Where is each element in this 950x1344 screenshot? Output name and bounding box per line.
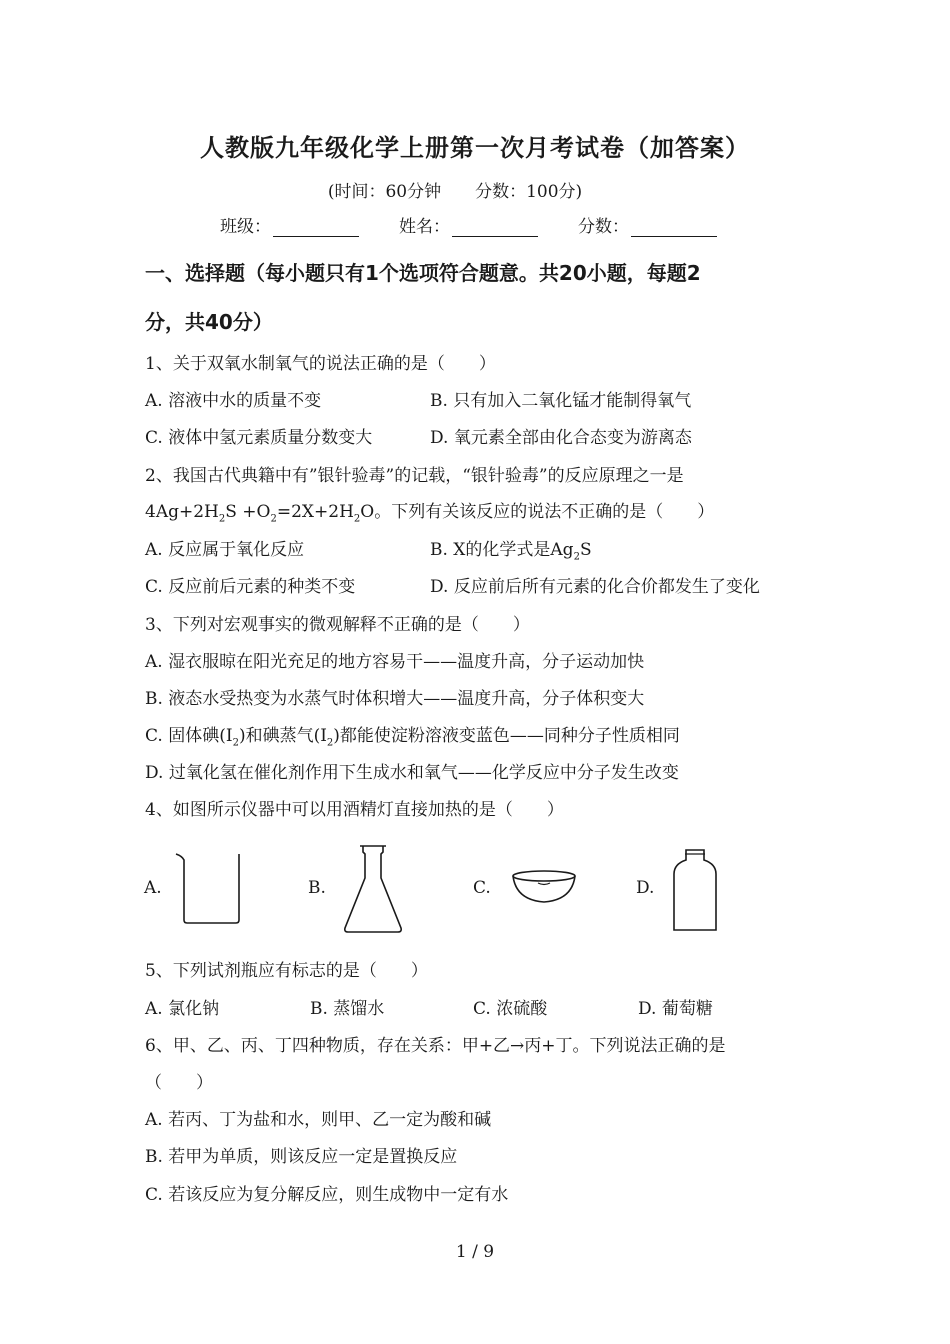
q4-label-b: B. [308,878,326,898]
q2-eq-part: 4Ag+2H [145,502,219,522]
q1-stem: 1、关于双氧水制氧气的说法正确的是（ ） [145,354,496,374]
q3-stem: 3、下列对宏观事实的微观解释不正确的是（ ） [145,615,530,635]
q5-option-d: D. 葡萄糖 [638,999,713,1019]
page-number: 1 / 9 [455,1242,495,1262]
class-label: 班级： [220,217,271,237]
q2-eq-subscript: 2 [353,513,361,525]
page-title: 人教版九年级化学上册第一次月考试卷（加答案） [200,134,750,162]
q1-option-b: B. 只有加入二氧化锰才能制得氧气 [430,391,692,411]
q2-eq-subscript: 2 [270,513,277,525]
q2-option-d: D. 反应前后所有元素的化合价都发生了变化 [430,577,760,597]
q3-option-c [145,721,680,748]
q2-option-c: C. 反应前后元素的种类不变 [145,577,356,597]
score-label: 分数： [578,217,629,237]
exam-time-score: (时间：60分钟 分数：100分) [327,182,583,202]
q4-label-d: D. [636,878,655,898]
q2-option-b-subscript: 2 [573,551,580,563]
name-label: 姓名： [399,217,450,237]
name-blank [452,214,538,237]
q4-label-a: A. [144,878,162,898]
q2-option-b [430,535,592,562]
q2-eq-subscript: 2 [218,513,226,525]
reagent-bottle-icon [670,846,720,934]
q6-option-a: A. 若丙、丁为盐和水，则甲、乙一定为酸和碱 [145,1110,492,1130]
q2-option-b-text: S [579,540,592,560]
class-field [220,212,359,237]
q2-stem-line1: 2、我国古代典籍中有”银针验毒”的记载，“银针验毒”的反应原理之一是 [145,466,684,486]
q4-label-c: C. [473,878,491,898]
q2-eq-part: O。下列有关该反应的说法不正确的是（ ） [360,502,715,522]
q2-eq-part: S +O [225,502,271,522]
q6-option-b: B. 若甲为单质，则该反应一定是置换反应 [145,1147,458,1167]
q6-stem-line2: （ ） [145,1073,213,1093]
conical-flask-icon [340,842,406,936]
student-info-row [220,212,757,237]
q5-option-c: C. 浓硫酸 [473,999,548,1019]
q2-equation-line [145,497,714,524]
q1-option-c: C. 液体中氢元素质量分数变大 [145,428,373,448]
section-heading-line1: 一、选择题（每小题只有1个选项符合题意。共20小题，每题2 [145,261,701,285]
q3-option-b: B. 液态水受热变为水蒸气时体积增大——温度升高，分子体积变大 [145,689,645,709]
q1-option-a: A. 溶液中水的质量不变 [145,391,322,411]
q5-option-a: A. 氯化钠 [145,999,220,1019]
q3-option-c-text: )都能使淀粉溶液变蓝色——同种分子性质相同 [333,726,680,746]
q6-stem-line1: 6、甲、乙、丙、丁四种物质，存在关系：甲+乙→丙+丁。下列说法正确的是 [145,1036,726,1056]
q3-option-c-subscript: 2 [326,737,334,749]
name-field [399,212,538,237]
q3-option-d: D. 过氧化氢在催化剂作用下生成水和氧气——化学反应中分子发生改变 [145,763,679,783]
q4-apparatus-figure [140,840,760,940]
q2-option-b-text: B. X的化学式是Ag [430,540,574,560]
q1-option-d: D. 氧元素全部由化合态变为游离态 [430,428,692,448]
q5-stem: 5、下列试剂瓶应有标志的是（ ） [145,961,428,981]
q3-option-c-text: )和碘蒸气(I [238,726,327,746]
q2-eq-part: =2X+2H [276,502,354,522]
section-heading-line2: 分，共40分） [145,310,273,334]
q6-option-c: C. 若该反应为复分解反应，则生成物中一定有水 [145,1185,509,1205]
q2-option-a: A. 反应属于氧化反应 [145,540,305,560]
beaker-icon [172,850,244,926]
q3-option-a: A. 湿衣服晾在阳光充足的地方容易干——温度升高，分子运动加快 [145,652,645,672]
score-field [578,212,717,237]
q4-stem: 4、如图所示仪器中可以用酒精灯直接加热的是（ ） [145,800,564,820]
score-blank [631,214,717,237]
q3-option-c-subscript: 2 [232,737,239,749]
q3-option-c-text: C. 固体碘(I [145,726,233,746]
evaporating-dish-icon [510,866,580,910]
class-blank [273,214,359,237]
q5-option-b: B. 蒸馏水 [310,999,385,1019]
